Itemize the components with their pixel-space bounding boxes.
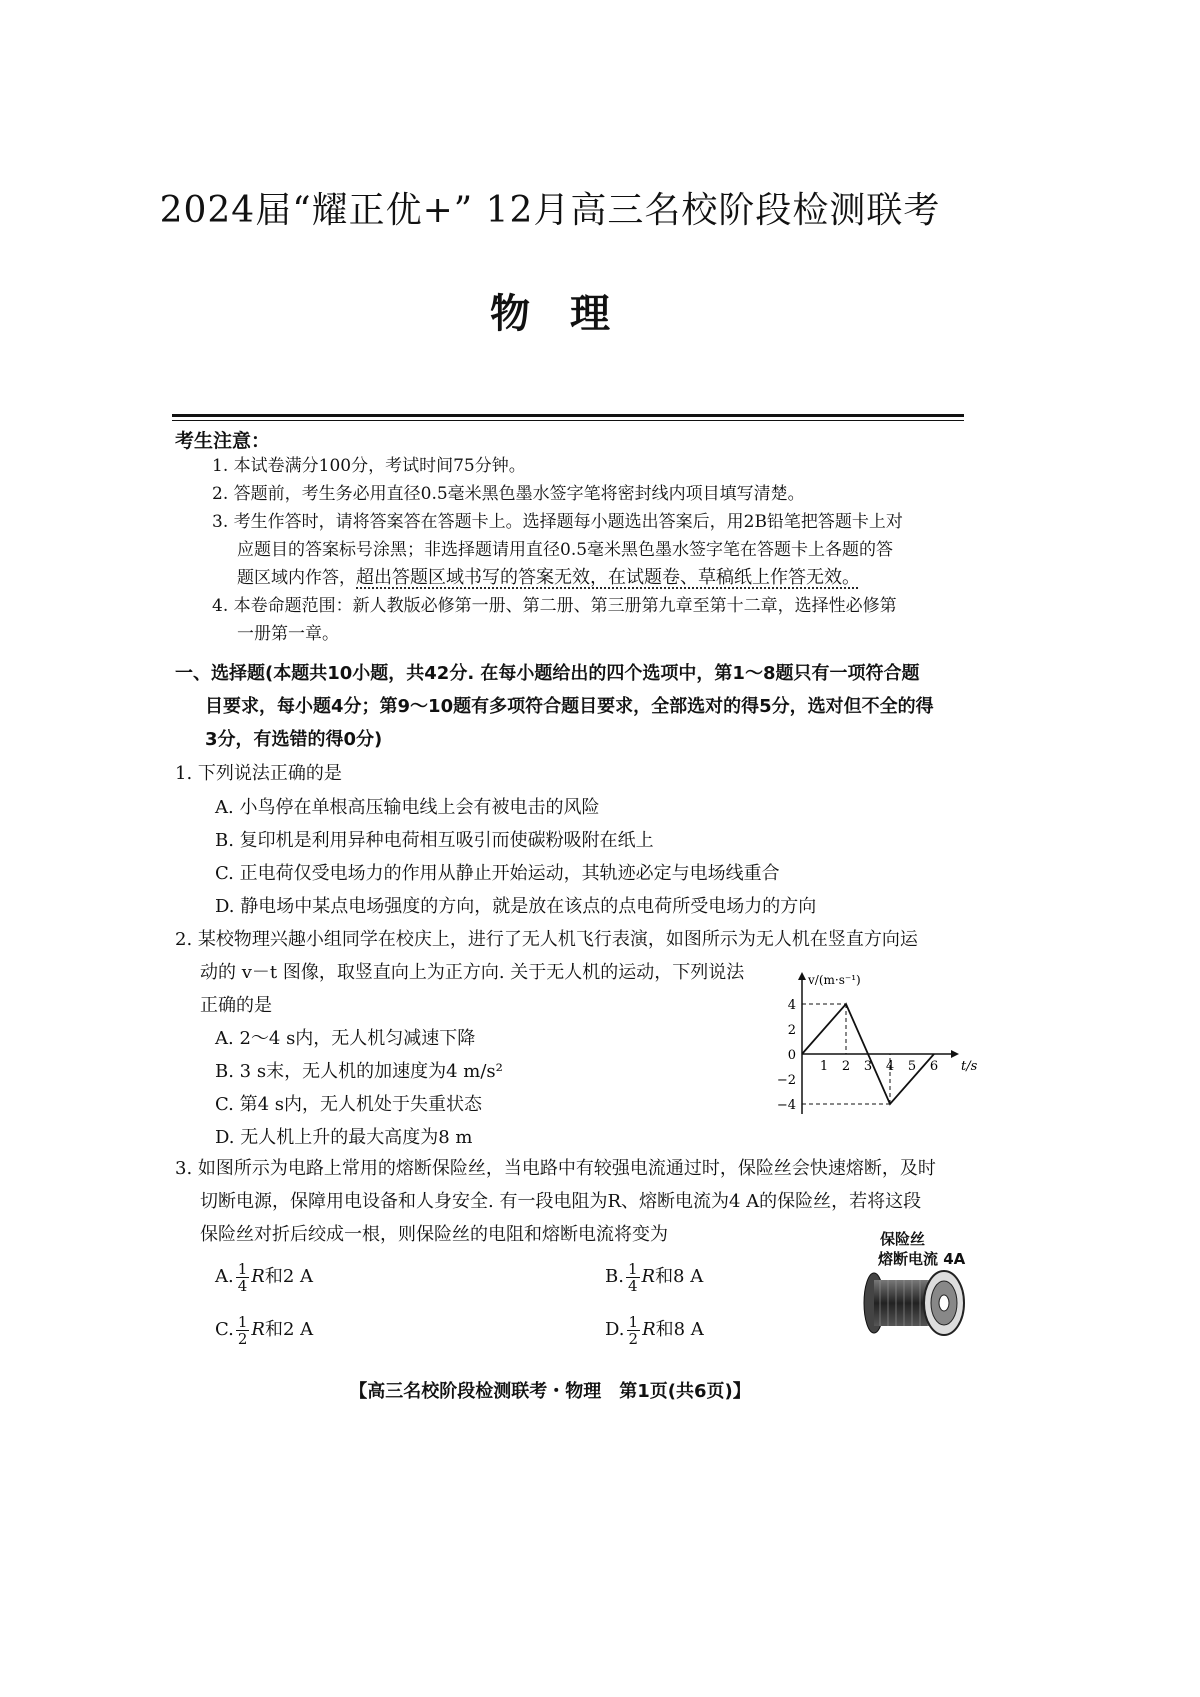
q3-option-a-rest: 和2 A xyxy=(264,1266,314,1287)
notice-item-3-line3 xyxy=(212,564,972,592)
q2-stem-line2: 动的 v－t 图像，取竖直向上为正方向. 关于无人机的运动，下列说法 xyxy=(200,962,745,983)
fuse-label-title: 保险丝 xyxy=(880,1230,926,1248)
q3-option-c-letter: C. xyxy=(215,1319,234,1340)
notice-item-3-line1: 3. 考生作答时，请将答案答在答题卡上。选择题每小题选出答案后，用2B铅笔把答题卡上对 xyxy=(212,512,903,532)
x-axis-arrow xyxy=(951,1050,959,1058)
exam-title: 2024届“耀正优+” 12月高三名校阶段检测联考 xyxy=(159,190,941,231)
fuse-label-current: 熔断电流 4A xyxy=(878,1250,966,1268)
q3-option-c-fraction xyxy=(236,1314,250,1347)
page-footer: 【高三名校阶段检测联考・物理 第1页(共6页)】 xyxy=(349,1381,751,1402)
y-axis-arrow xyxy=(798,972,806,980)
q3-stem-line1: 3. 如图所示为电路上常用的熔断保险丝，当电路中有较强电流通过时，保险丝会快速熔断，及时 xyxy=(175,1158,936,1179)
notice-item-3-emphasis: 超出答题区域书写的答案无效，在试题卷、草稿纸上作答无效。 xyxy=(356,567,860,588)
q3-option-d xyxy=(605,1313,704,1347)
q3-option-b-numerator: 1 xyxy=(627,1259,638,1278)
q3-option-a-var: R xyxy=(251,1266,265,1287)
q3-option-a xyxy=(215,1260,313,1294)
q3-option-b-denominator: 4 xyxy=(627,1276,638,1295)
y-tick-label: 4 xyxy=(787,998,796,1013)
notice-item-4 xyxy=(212,592,972,648)
x-tick-label: 3 xyxy=(863,1059,873,1074)
q1-option-c: C. 正电荷仅受电场力的作用从静止开始运动，其轨迹必定与电场线重合 xyxy=(215,863,780,884)
q3-stem-line2: 切断电源，保障用电设备和人身安全. 有一段电阻为R、熔断电流为4 A的保险丝，若将这段 xyxy=(200,1191,922,1212)
q3-option-d-letter: D. xyxy=(605,1319,625,1340)
notice-list xyxy=(212,452,972,648)
x-tick-label: 6 xyxy=(929,1059,939,1074)
q2-option-b: B. 3 s末，无人机的加速度为4 m/s² xyxy=(215,1061,503,1082)
q2-option-c: C. 第4 s内，无人机处于失重状态 xyxy=(215,1094,482,1115)
divider-thin xyxy=(172,420,964,421)
section-heading-line3: 3分，有选错的得0分) xyxy=(205,729,383,750)
q3-option-b-var: R xyxy=(641,1266,656,1287)
q1-stem: 1. 下列说法正确的是 xyxy=(175,763,342,784)
q3-option-d-var: R xyxy=(642,1319,656,1340)
section-heading-line2: 目要求，每小题4分；第9～10题有多项符合题目要求，全部选对的得5分，选对但不全的得 xyxy=(205,696,934,717)
q1-option-a: A. 小鸟停在单根高压输电线上会有被电击的风险 xyxy=(215,797,600,818)
q2-stem-line1: 2. 某校物理兴趣小组同学在校庆上，进行了无人机飞行表演，如图所示为无人机在竖直方向运 xyxy=(175,929,918,950)
q3-option-b-fraction xyxy=(626,1261,640,1294)
q2-option-a: A. 2～4 s内，无人机匀减速下降 xyxy=(215,1028,476,1049)
q2-option-d: D. 无人机上升的最大高度为8 m xyxy=(215,1127,473,1148)
velocity-time-graph xyxy=(770,970,980,1120)
q2-stem-line3: 正确的是 xyxy=(200,995,272,1016)
x-tick-label: 1 xyxy=(819,1059,829,1074)
q3-option-b-rest: 和8 A xyxy=(655,1266,704,1287)
y-tick-label: −2 xyxy=(776,1073,796,1088)
q3-option-d-fraction xyxy=(627,1314,641,1347)
section-heading xyxy=(175,657,975,756)
x-tick-label: 4 xyxy=(885,1059,895,1074)
q3-option-d-rest: 和8 A xyxy=(655,1319,704,1340)
q3-option-c-rest: 和2 A xyxy=(264,1319,314,1340)
x-tick-label: 5 xyxy=(907,1059,917,1074)
divider-thick xyxy=(172,414,964,417)
q1-option-b: B. 复印机是利用异种电荷相互吸引而使碳粉吸附在纸上 xyxy=(215,830,654,851)
q3-option-c-denominator: 2 xyxy=(237,1329,248,1348)
notice-heading: 考生注意： xyxy=(175,430,271,452)
x-axis-label: t/s xyxy=(961,1059,978,1074)
y-tick-label: −4 xyxy=(776,1098,796,1113)
q1-option-d: D. 静电场中某点电场强度的方向，就是放在该点的点电荷所受电场力的方向 xyxy=(215,896,817,917)
q3-option-a-fraction xyxy=(236,1261,250,1294)
notice-item-4-line2: 一册第一章。 xyxy=(237,624,339,644)
q3-option-c xyxy=(215,1313,313,1347)
q3-option-b xyxy=(605,1260,703,1294)
section-heading-line1: 一、选择题(本题共10小题，共42分. 在每小题给出的四个选项中，第1～8题只有一项符合题 xyxy=(175,663,920,684)
x-tick-label: 2 xyxy=(841,1059,851,1074)
subject-title: 物 理 xyxy=(490,291,610,337)
fuse-spool-image xyxy=(860,1268,970,1338)
q3-option-a-denominator: 4 xyxy=(237,1276,248,1295)
q3-option-d-numerator: 1 xyxy=(628,1312,639,1331)
y-tick-label: 0 xyxy=(787,1048,796,1063)
notice-item-4-line1: 4. 本卷命题范围：新人教版必修第一册、第二册、第三册第九章至第十二章，选择性必修第 xyxy=(212,596,897,616)
notice-item-1: 1. 本试卷满分100分，考试时间75分钟。 xyxy=(212,456,526,476)
y-axis-label: v/(m·s⁻¹) xyxy=(808,973,861,987)
notice-item-3-line3-text: 题区域内作答， xyxy=(237,568,356,588)
notice-item-2: 2. 答题前，考生务必用直径0.5毫米黑色墨水签字笔将密封线内项目填写清楚。 xyxy=(212,484,805,504)
y-tick-label: 2 xyxy=(787,1023,796,1038)
q3-option-d-denominator: 2 xyxy=(628,1329,639,1348)
q3-option-b-letter: B. xyxy=(605,1266,624,1287)
notice-item-3 xyxy=(212,508,972,592)
q3-option-c-numerator: 1 xyxy=(237,1312,248,1331)
q3-stem-line3: 保险丝对折后绞成一根，则保险丝的电阻和熔断电流将变为 xyxy=(200,1224,668,1245)
q3-option-a-letter: A. xyxy=(215,1266,234,1287)
q3-option-c-var: R xyxy=(251,1319,265,1340)
notice-item-3-line2: 应题目的答案标号涂黑；非选择题请用直径0.5毫米黑色墨水签字笔在答题卡上各题的答 xyxy=(237,540,894,560)
q3-option-a-numerator: 1 xyxy=(237,1259,248,1278)
